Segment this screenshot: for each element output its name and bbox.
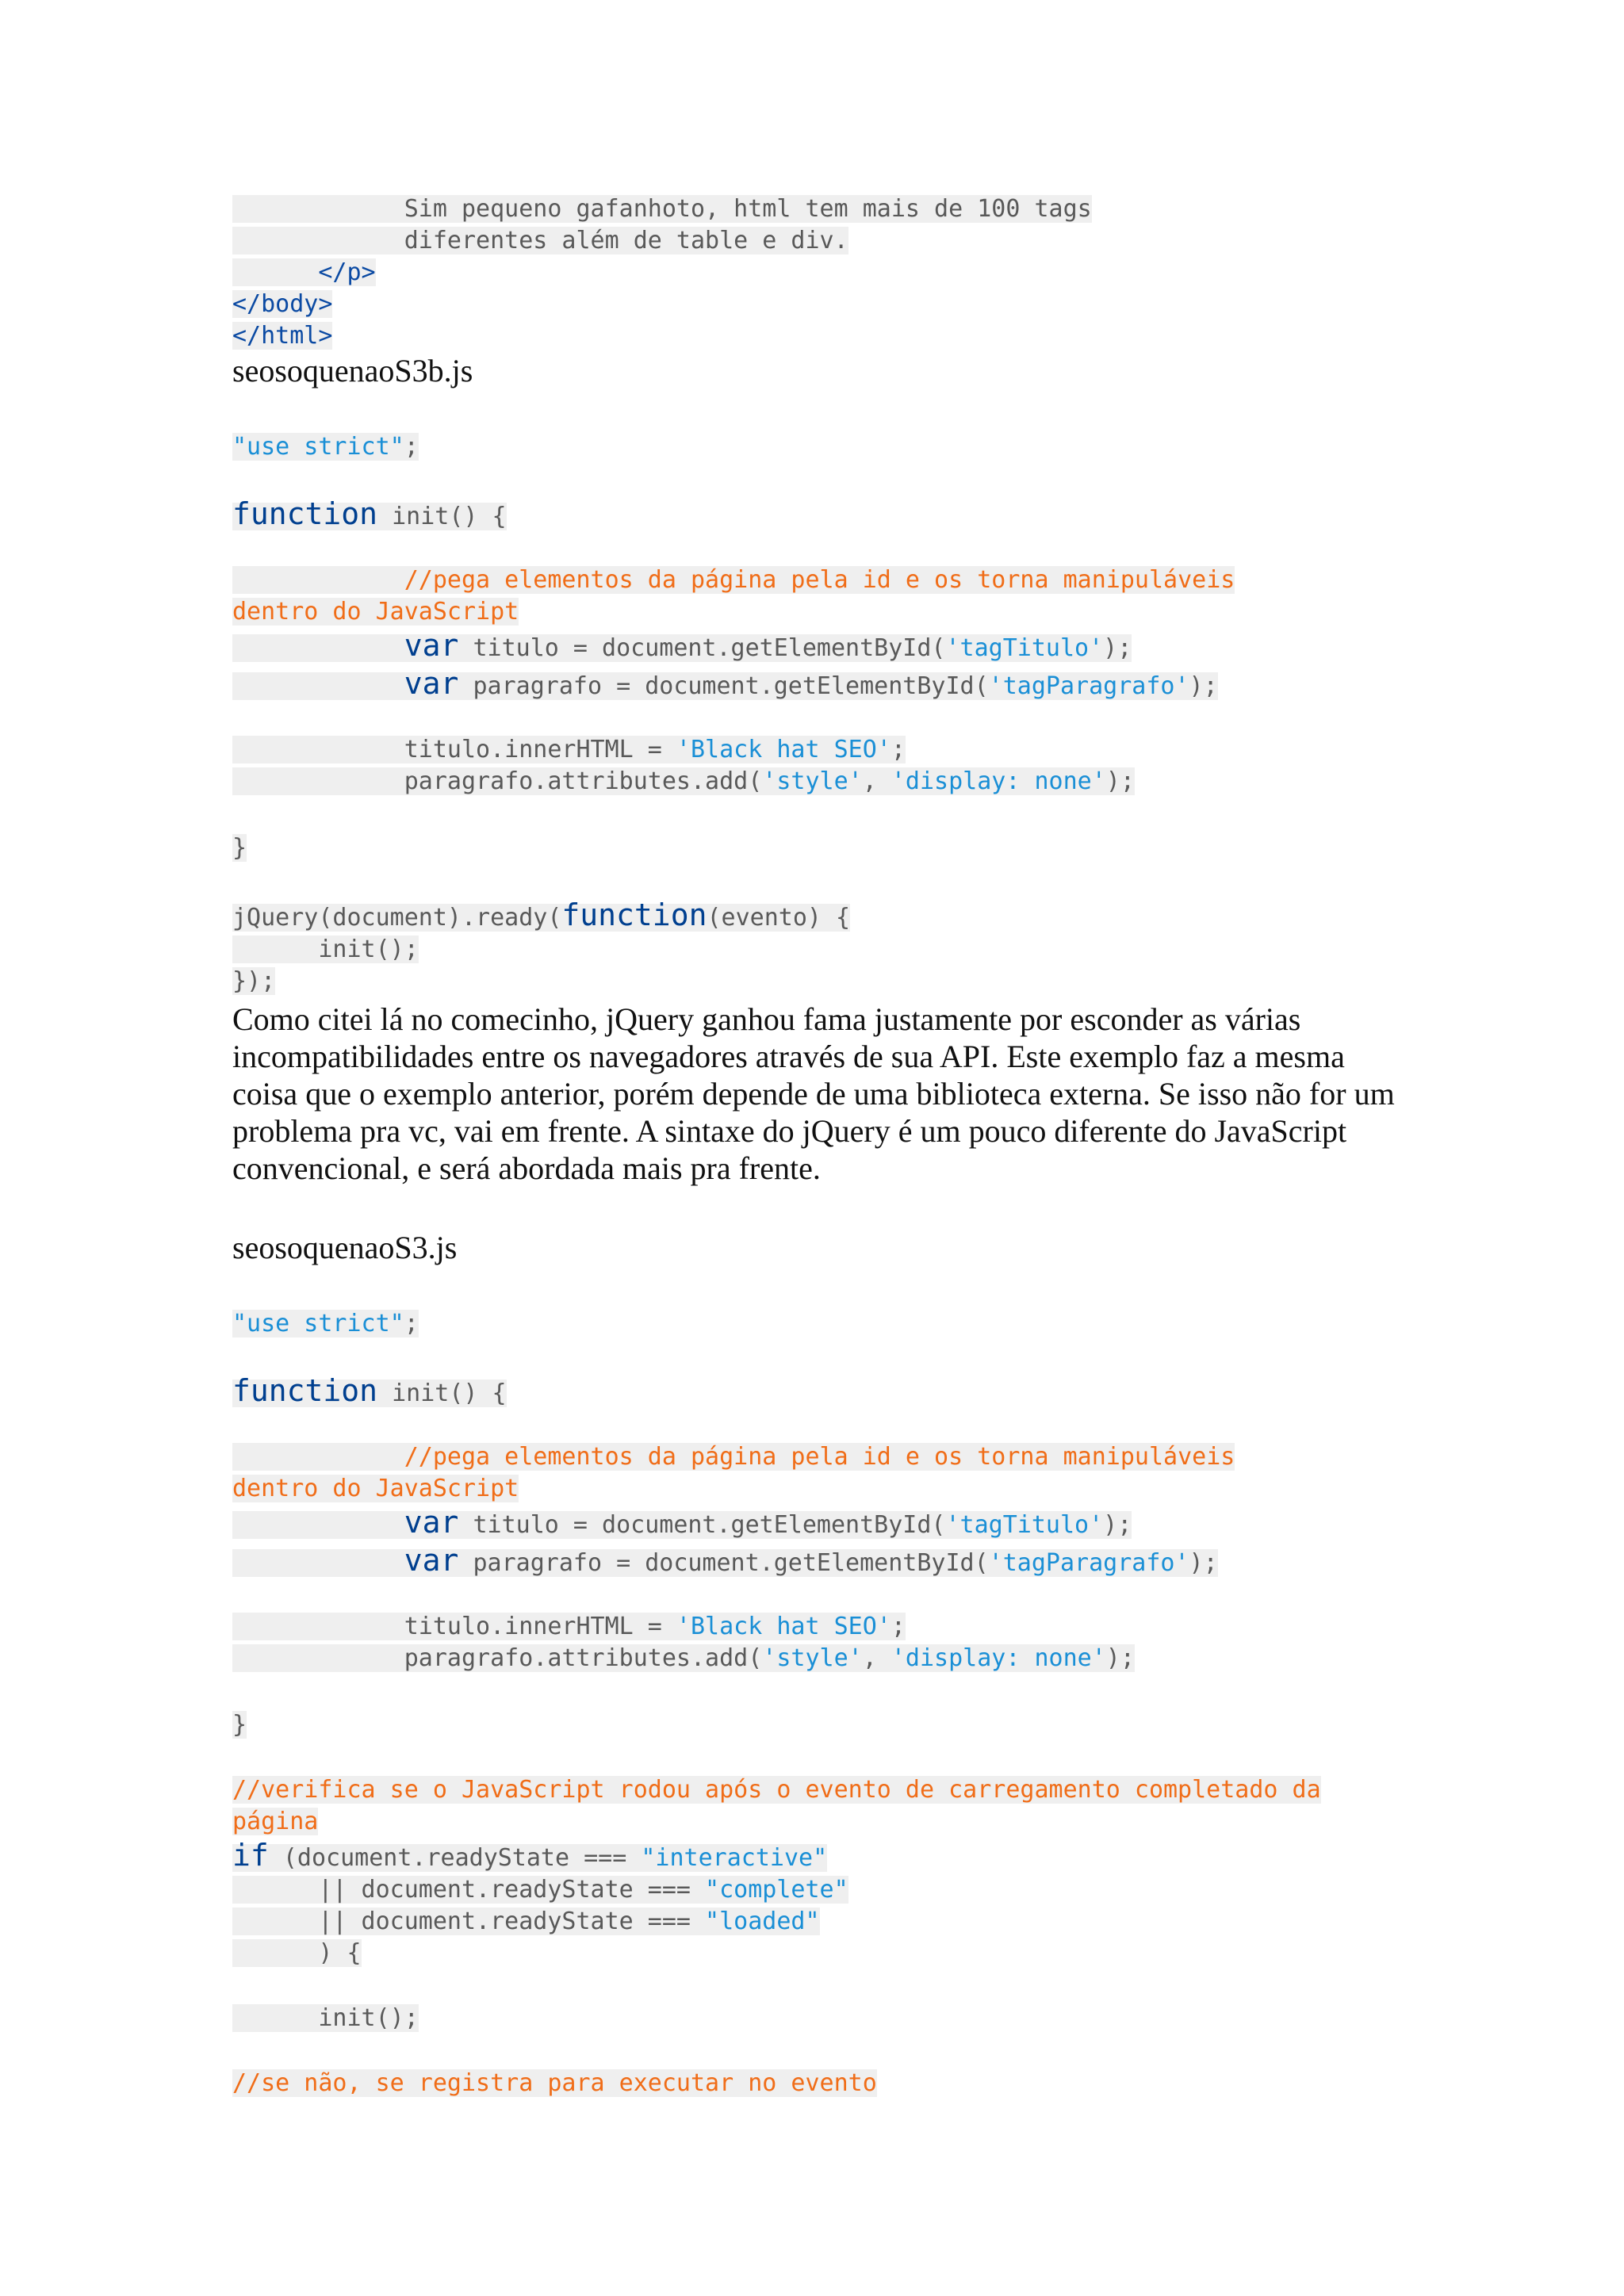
file-title-s3b: seosoquenaoS3b.js (232, 353, 473, 388)
code-use-strict: "use strict"; (232, 433, 419, 461)
code-comment-2: dentro do JavaScript (232, 598, 519, 626)
code-comment-1: //pega elementos da página pela id e os torna manipuláveis (232, 564, 1235, 596)
code-attr-add: paragrafo.attributes.add('style', 'display: none'); (232, 766, 1135, 798)
body-paragraph: Como citei lá no comecinho, jQuery ganhou fama justamente por esconder as várias incompatibilidades entre os navegadores através de sua API. Este exemplo faz a mesma coisa que o exemplo anterior, porém depende de uma biblioteca externa. Se isso não for um problema pra vc, vai em frente. A sintaxe do jQuery é um pouco diferente do JavaScript convencional, e será abordada mais pra frente. (232, 1001, 1395, 1186)
code2-or-loaded: || document.readyState === "loaded" (232, 1908, 820, 1935)
code-line-close-p: </p> (232, 258, 376, 286)
code2-close-brace: } (232, 1711, 247, 1739)
code-line-close-body: </body> (232, 290, 333, 318)
code2-or-complete: || document.readyState === "complete" (232, 1876, 848, 1904)
code2-inner-html: titulo.innerHTML = 'Black hat SEO'; (232, 1611, 906, 1643)
code2-attr-add: paragrafo.attributes.add('style', 'display: none'); (232, 1643, 1135, 1674)
code2-function-init: function init() { (232, 1373, 507, 1408)
code-jquery-init: init(); (232, 936, 419, 963)
code-inner-html: titulo.innerHTML = 'Black hat SEO'; (232, 734, 906, 766)
code2-use-strict: "use strict"; (232, 1310, 419, 1337)
code2-se-nao-comment: //se não, se registra para executar no evento (232, 2069, 877, 2097)
code-function-init: function init() { (232, 496, 507, 531)
code2-init-call: init(); (232, 2004, 419, 2032)
code-var-titulo: var titulo = document.getElementById('tagTitulo'); (232, 629, 1132, 664)
code2-var-titulo: var titulo = document.getElementById('tagTitulo'); (232, 1506, 1132, 1541)
code2-if-interactive: if (document.readyState === "interactive" (232, 1838, 828, 1873)
code-jquery-close: }); (232, 967, 276, 995)
code2-verifica-2: página (232, 1808, 319, 1835)
code-line-sim-1: Sim pequeno gafanhoto, html tem mais de 100 tags (232, 195, 1092, 223)
code-line-sim-2: diferentes além de table e div. (232, 227, 848, 254)
code-line-close-html: </html> (232, 322, 333, 350)
code2-var-paragrafo: var paragrafo = document.getElementById('tagParagrafo'); (232, 1544, 1218, 1579)
code2-verifica-1: //verifica se o JavaScript rodou após o evento de carregamento completado da (232, 1776, 1321, 1804)
code-var-paragrafo: var paragrafo = document.getElementById('tagParagrafo'); (232, 668, 1218, 702)
file-title-s3: seosoquenaoS3.js (232, 1230, 458, 1265)
code2-comment-2: dentro do JavaScript (232, 1475, 519, 1502)
code-close-brace: } (232, 834, 247, 862)
code2-comment-1: //pega elementos da página pela id e os torna manipuláveis (232, 1441, 1235, 1473)
code2-if-close: ) { (232, 1939, 362, 1967)
code-jquery-ready: jQuery(document).ready(function(evento) { (232, 897, 851, 932)
